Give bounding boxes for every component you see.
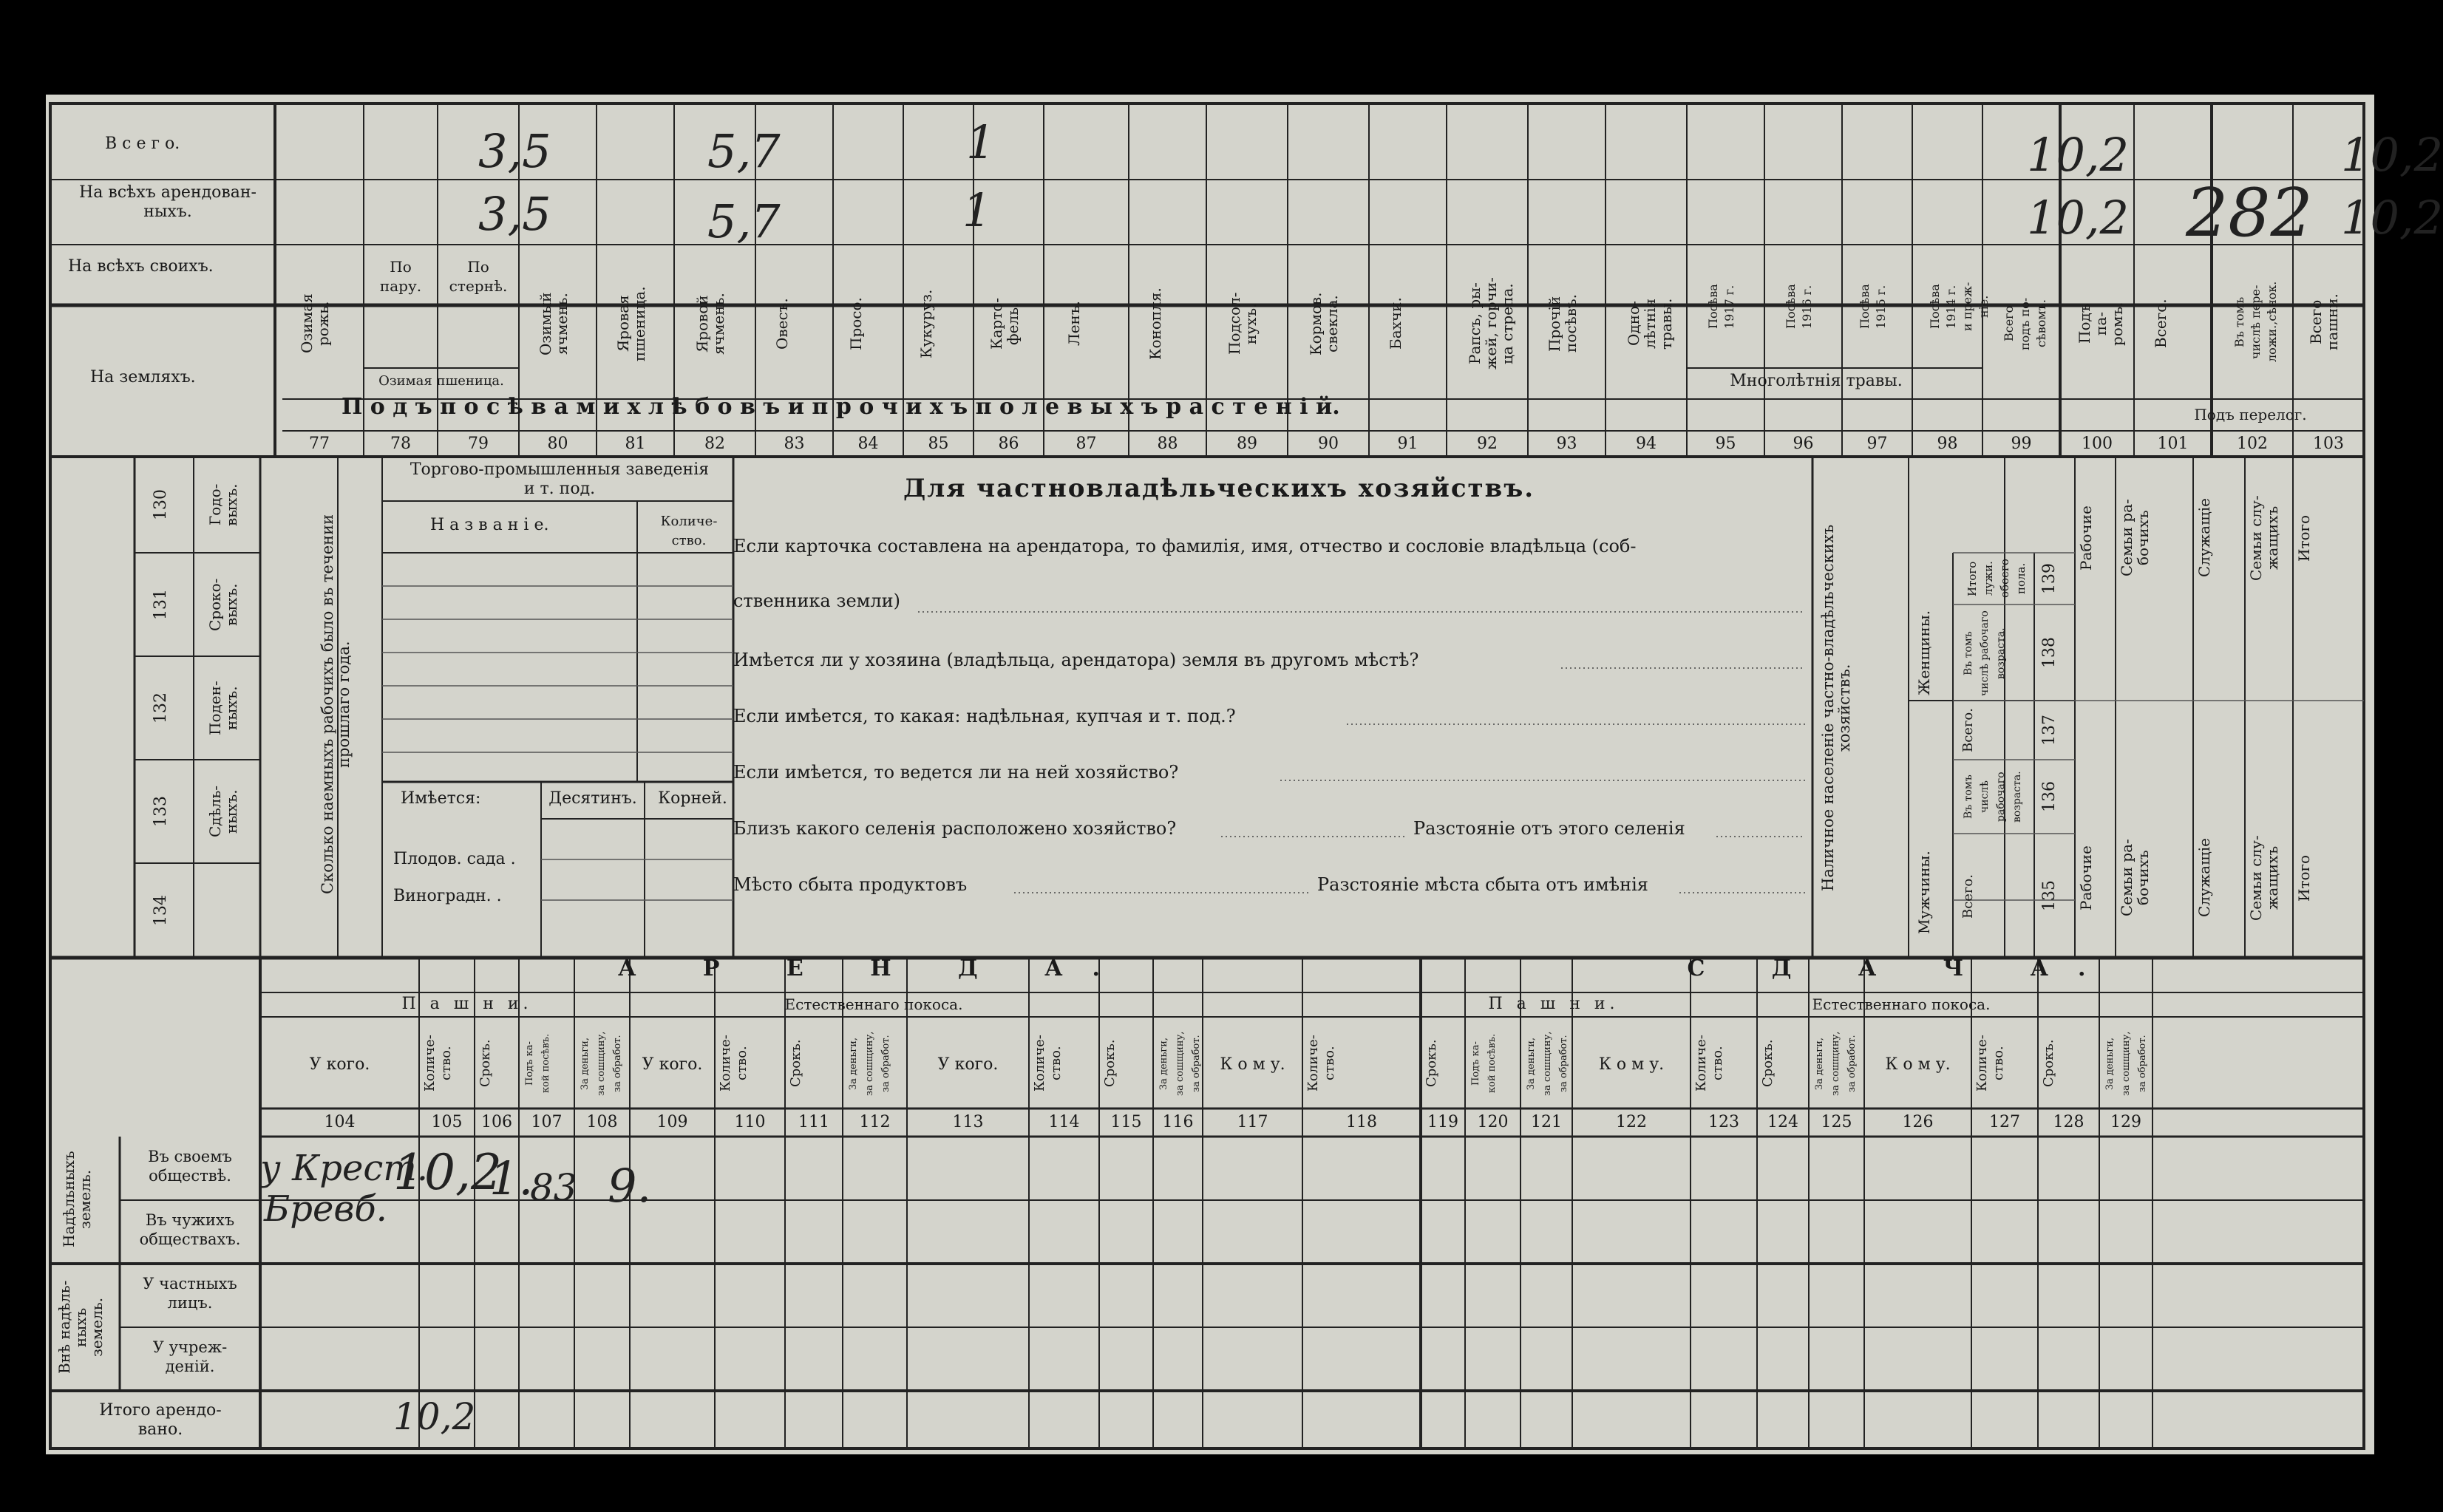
col-num-80: 80 bbox=[547, 435, 568, 453]
bottom-num-122: 122 bbox=[1616, 1113, 1647, 1131]
bottom-header-123: Количе- ство. bbox=[1693, 1035, 1725, 1092]
col-header-100: Подъ па- ромъ. bbox=[2076, 302, 2126, 346]
col-header-99: Всего подъ по- сѣвомъ. bbox=[2001, 297, 2048, 350]
census-card bbox=[46, 95, 2443, 1454]
bottom-header-121: За деньги, за сошщину, за обработ. bbox=[1526, 1031, 1569, 1096]
worker-num-130: 130 bbox=[152, 489, 170, 520]
bottom-header-126: К о м у. bbox=[1885, 1055, 1951, 1074]
vtom-w: Въ томъ числѣ рабочаго возраста. bbox=[1963, 610, 2007, 696]
bottom-num-129: 129 bbox=[2110, 1113, 2141, 1131]
bottom-header-109: У кого. bbox=[642, 1055, 703, 1074]
hw-qty: 10,2 bbox=[393, 1144, 502, 1201]
col-header-86: Карто- фель. bbox=[987, 297, 1022, 350]
bottom-header-112: За деньги, за сошщину, за обработ. bbox=[848, 1031, 891, 1096]
hw-total-103: 10,2 bbox=[2341, 128, 2443, 182]
col-num-90: 90 bbox=[1318, 435, 1339, 453]
pop-col-top-3: Семьи слу- жащихъ bbox=[2247, 495, 2281, 581]
col-num-88: 88 bbox=[1157, 435, 1178, 453]
bottom-num-127: 127 bbox=[1989, 1113, 2020, 1131]
col-header-91: Бахчи. bbox=[1386, 297, 1404, 350]
worker-type-2: Поден- ныхъ. bbox=[206, 681, 240, 735]
pop-num-136: 136 bbox=[2040, 781, 2059, 812]
sdacha-pokos: Естественнаго покоса. bbox=[1812, 995, 1991, 1013]
bottom-num-104: 104 bbox=[324, 1113, 356, 1131]
hw-total-85: 1 bbox=[966, 115, 996, 169]
hw-rent-103: 10,2 bbox=[2341, 191, 2443, 245]
col-num-99: 99 bbox=[2011, 435, 2032, 453]
women-label: Женщины. bbox=[1915, 610, 1933, 695]
bottom-header-116: За деньги, за сошщину, за обработ. bbox=[1158, 1031, 1202, 1096]
bottom-header-127: Количе- ство. bbox=[1974, 1035, 2006, 1092]
col-num-79: 79 bbox=[468, 435, 489, 453]
bottom-num-125: 125 bbox=[1821, 1113, 1852, 1131]
worker-num-133: 133 bbox=[152, 796, 170, 827]
bottom-header-122: К о м у. bbox=[1598, 1055, 1665, 1074]
pop-num-135: 135 bbox=[2040, 880, 2059, 911]
worker-type-1: Сроко- выхъ. bbox=[206, 578, 240, 631]
worker-num-132: 132 bbox=[152, 692, 170, 723]
des-header: Десятинъ. bbox=[548, 789, 637, 808]
bottom-header-125: За деньги, за сошщину, за обработ. bbox=[1814, 1031, 1858, 1096]
qty-header: Количе- ство. bbox=[660, 514, 718, 548]
bottom-header-119: Срокъ. bbox=[1424, 1039, 1439, 1088]
row-label-own: На всѣхъ своихъ. bbox=[68, 257, 214, 276]
col-num-91: 91 bbox=[1397, 435, 1418, 453]
pop-col-top-1: Семьи ра- бочихъ bbox=[2118, 499, 2152, 577]
col-num-98: 98 bbox=[1937, 435, 1958, 453]
bottom-header-111: Срокъ. bbox=[788, 1039, 803, 1088]
land-row-3: У учреж- деній. bbox=[152, 1338, 228, 1375]
pop-num-138: 138 bbox=[2040, 637, 2059, 668]
col-header-93: Прочій посѣвъ. bbox=[1545, 294, 1580, 353]
pop-num-137: 137 bbox=[2040, 715, 2059, 746]
bottom-header-128: Срокъ. bbox=[2041, 1039, 2056, 1088]
col-num-94: 94 bbox=[1636, 435, 1657, 453]
col-num-97: 97 bbox=[1866, 435, 1888, 453]
col-header-103: Всего пашни. bbox=[2307, 293, 2341, 350]
bottom-header-113: У кого. bbox=[937, 1055, 999, 1074]
bottom-header-105: Количе- ство. bbox=[422, 1035, 454, 1092]
hw-total-78: 3,5 bbox=[478, 124, 551, 178]
bottom-num-105: 105 bbox=[431, 1113, 463, 1131]
worker-num-134: 134 bbox=[152, 895, 170, 926]
col-header-94: Одно- лѣтнія травы. bbox=[1625, 298, 1675, 350]
bottom-header-104: У кого. bbox=[309, 1055, 370, 1074]
col-num-81: 81 bbox=[625, 435, 646, 453]
col-num-87: 87 bbox=[1076, 435, 1097, 453]
sad-label: Плодов. сада . bbox=[393, 850, 516, 868]
bottom-num-118: 118 bbox=[1346, 1113, 1377, 1131]
col-header-95: Посѣва 1917 г. bbox=[1705, 284, 1736, 330]
hw-rent-85: 1 bbox=[962, 183, 992, 237]
sdacha-pashni: П а ш н и. bbox=[1488, 995, 1620, 1013]
bottom-header-108: За деньги, за сошщину, за обработ. bbox=[580, 1031, 623, 1096]
bottom-num-110: 110 bbox=[734, 1113, 766, 1131]
bottom-num-128: 128 bbox=[2053, 1113, 2084, 1131]
trade-header: Торгово-промышленныя заведенія и т. под. bbox=[410, 460, 710, 498]
worker-num-131: 131 bbox=[152, 589, 170, 620]
col-header-79: По стернѣ. bbox=[449, 258, 508, 295]
have-label: Имѣется: bbox=[401, 789, 481, 808]
bottom-num-106: 106 bbox=[481, 1113, 512, 1131]
col-num-86: 86 bbox=[998, 435, 1019, 453]
row-label-total: В с е г о. bbox=[105, 134, 180, 153]
col-header-90: Кормов. свекла. bbox=[1307, 292, 1341, 355]
col-num-92: 92 bbox=[1477, 435, 1498, 453]
crops-band: П о д ъ п о с ѣ в а м и х л ѣ б о в ъ и п р о ч и х ъ п о л е в ы х ъ р а с т е н і й. bbox=[342, 394, 1340, 420]
bottom-num-112: 112 bbox=[859, 1113, 891, 1131]
bottom-header-117: К о м у. bbox=[1220, 1055, 1285, 1074]
arenda-pashni: П а ш н и. bbox=[401, 995, 533, 1013]
col-header-80: Озимый ячмень. bbox=[536, 292, 571, 355]
q6b: Разстояніе мѣста сбыта отъ имѣнія bbox=[1317, 874, 1648, 895]
col-header-102: Въ томъ числѣ пере- ложи.,сѣнок. bbox=[2232, 281, 2279, 363]
bottom-num-117: 117 bbox=[1237, 1113, 1268, 1131]
bottom-num-121: 121 bbox=[1531, 1113, 1562, 1131]
hw-posev: 83 bbox=[530, 1166, 577, 1209]
land-row-2: У частныхъ лицъ. bbox=[143, 1275, 237, 1312]
hw-rent-99: 10,2 bbox=[2027, 191, 2130, 245]
q3: Если имѣется, то какая: надѣльная, купчая и т. под.? bbox=[733, 706, 1236, 726]
bottom-num-124: 124 bbox=[1767, 1113, 1798, 1131]
hw-card-number: 282 bbox=[2186, 174, 2313, 252]
col-header-96: Посѣва 1916 г. bbox=[1783, 284, 1814, 330]
col-header-81: Яровая пшеница. bbox=[614, 286, 648, 361]
bottom-num-109: 109 bbox=[656, 1113, 688, 1131]
bottom-num-115: 115 bbox=[1110, 1113, 1142, 1131]
bottom-header-110: Количе- ство. bbox=[718, 1035, 750, 1092]
bottom-num-114: 114 bbox=[1048, 1113, 1080, 1131]
bottom-num-111: 111 bbox=[798, 1113, 829, 1131]
col-num-82: 82 bbox=[704, 435, 725, 453]
col-num-96: 96 bbox=[1793, 435, 1814, 453]
vsego-w: Всего. bbox=[1960, 708, 1976, 752]
bottom-num-116: 116 bbox=[1162, 1113, 1194, 1131]
pop-col-bottom-4: Итого bbox=[2295, 854, 2313, 902]
col-num-102: 102 bbox=[2237, 435, 2268, 453]
col-num-83: 83 bbox=[784, 435, 805, 453]
col-num-93: 93 bbox=[1556, 435, 1577, 453]
row-label-rented: На всѣхъ арендован- ныхъ. bbox=[79, 183, 256, 221]
col-header-98: Посѣва 1914 г. и преж- нiе. bbox=[1927, 282, 1991, 332]
vin-label: Виноградн. . bbox=[393, 887, 502, 905]
sdacha-title: С Д А Ч А. bbox=[1687, 956, 2116, 981]
q2: Имѣется ли у хозяина (владѣльца, арендатора) земля въ другомъ мѣстѣ? bbox=[733, 650, 1419, 670]
col-header-87: Ленъ. bbox=[1064, 301, 1083, 347]
col-num-95: 95 bbox=[1715, 435, 1736, 453]
bottom-num-108: 108 bbox=[586, 1113, 618, 1131]
mnogolet-header: Многолѣтнія травы. bbox=[1730, 372, 1903, 390]
bottom-num-123: 123 bbox=[1708, 1113, 1739, 1131]
bottom-num-113: 113 bbox=[952, 1113, 984, 1131]
bottom-header-107: Подъ ка- кой посѣвъ. bbox=[524, 1033, 551, 1094]
vsego-m: Всего. bbox=[1960, 874, 1976, 919]
worker-type-3: Сдѣль- ныхъ. bbox=[206, 785, 240, 838]
hw-rent-78: 3,5 bbox=[478, 187, 551, 241]
q6: Мѣсто сбыта продуктовъ bbox=[733, 874, 968, 895]
col-header-77: Озимая рожь. bbox=[298, 293, 332, 354]
arenda-pokos: Естественнаго покоса. bbox=[784, 995, 963, 1013]
hw-total-99: 10,2 bbox=[2027, 128, 2130, 182]
bottom-num-126: 126 bbox=[1902, 1113, 1934, 1131]
hired-workers-label: Сколько наемныхъ рабочихъ было въ течении прошлаго года. bbox=[319, 514, 353, 895]
q1-line1: Если карточка составлена на арендатора, то фамилія, имя, отчество и сословіе владѣльца (соб- bbox=[733, 536, 1637, 556]
land-row-1: Въ чужихъ обществахъ. bbox=[139, 1211, 241, 1248]
bottom-header-114: Количе- ство. bbox=[1032, 1035, 1064, 1092]
bottom-header-106: Срокъ. bbox=[478, 1039, 493, 1088]
hw-ukogo-2: Бревб. bbox=[264, 1188, 387, 1230]
row-label-lands: На земляхъ. bbox=[90, 368, 196, 386]
col-header-88: Конопля. bbox=[1146, 287, 1164, 360]
arenda-title: А Р Е Н Д А. bbox=[618, 956, 1129, 981]
col-header-83: Овесъ. bbox=[772, 298, 791, 350]
col-header-92: Рапсъ, ры- жей, горчи- ца стрепа. bbox=[1466, 277, 1516, 370]
q4: Если имѣется, то ведется ли на ней хозяйство? bbox=[733, 762, 1179, 783]
col-header-97: Посѣва 1915 г. bbox=[1857, 284, 1888, 330]
q5: Близъ какого селенія расположено хозяйство? bbox=[733, 818, 1177, 839]
col-num-78: 78 bbox=[390, 435, 411, 453]
hw-zadeng: 9. bbox=[608, 1159, 652, 1213]
bottom-num-120: 120 bbox=[1477, 1113, 1509, 1131]
perelog-header: Подъ перелог. bbox=[2194, 406, 2307, 423]
bottom-header-120: Подъ ка- кой посѣвъ. bbox=[1470, 1033, 1498, 1094]
nadel-label: Надѣльныхъ земель. bbox=[60, 1151, 94, 1248]
middle-title: Для частновладѣльческихъ хозяйствъ. bbox=[903, 474, 1535, 503]
q5b: Разстояніе отъ этого селенія bbox=[1413, 818, 1685, 839]
bottom-num-119: 119 bbox=[1427, 1113, 1458, 1131]
col-header-84: Просо. bbox=[846, 297, 865, 350]
land-row-0: Въ своемъ обществѣ. bbox=[148, 1148, 232, 1185]
bottom-header-124: Срокъ. bbox=[1760, 1039, 1776, 1088]
bottom-header-118: Количе- ство. bbox=[1305, 1035, 1337, 1092]
nal-label: Наличное населеніе частно-владѣльческихъ хозяйствъ. bbox=[1819, 524, 1853, 892]
col-num-77: 77 bbox=[309, 435, 330, 453]
col-header-89: Подсол- нухъ. bbox=[1226, 292, 1260, 355]
hw-total-82: 5,7 bbox=[707, 124, 781, 178]
col-header-101: Всего. bbox=[2151, 299, 2170, 349]
q1-line2: ственника земли) bbox=[733, 590, 900, 611]
col-num-89: 89 bbox=[1237, 435, 1257, 453]
pop-col-bottom-1: Семьи ра- бочихъ bbox=[2118, 839, 2152, 917]
itogo-label: Итого лужи. обоего пола. bbox=[1965, 559, 2028, 599]
col-header-82: Яровой ячмень. bbox=[693, 293, 727, 355]
vtom-m: Въ томъ числѣ рабочаго возраста. bbox=[1963, 771, 2023, 823]
col-num-101: 101 bbox=[2157, 435, 2189, 453]
kor-header: Корней. bbox=[658, 789, 727, 808]
ozimaya-header: Озимая пшеница. bbox=[378, 373, 504, 389]
pop-col-top-0: Рабочие bbox=[2077, 505, 2095, 571]
col-num-100: 100 bbox=[2082, 435, 2113, 453]
pop-col-top-2: Служащіе bbox=[2195, 498, 2213, 578]
name-header: Н а з в а н і е. bbox=[430, 516, 549, 534]
col-num-84: 84 bbox=[857, 435, 879, 453]
pop-num-139: 139 bbox=[2040, 563, 2059, 594]
col-num-103: 103 bbox=[2313, 435, 2344, 453]
hw-srok: 1. bbox=[489, 1151, 534, 1205]
hw-itogo: 10,2 bbox=[393, 1395, 476, 1438]
pop-col-top-4: Итого bbox=[2295, 514, 2313, 562]
bottom-num-107: 107 bbox=[531, 1113, 563, 1131]
pop-col-bottom-3: Семьи слу- жащихъ bbox=[2247, 835, 2281, 921]
pop-col-bottom-2: Служащіе bbox=[2195, 838, 2213, 918]
col-num-85: 85 bbox=[928, 435, 949, 453]
bottom-header-115: Срокъ. bbox=[1102, 1039, 1118, 1088]
worker-type-0: Годо- выхъ. bbox=[206, 483, 240, 526]
men-label: Мужчины. bbox=[1915, 851, 1933, 935]
col-header-78: По пару. bbox=[379, 258, 422, 295]
pop-col-bottom-0: Рабочие bbox=[2077, 845, 2095, 910]
col-header-85: Кукуруз. bbox=[917, 289, 935, 358]
itogo-arend: Итого арендо- вано. bbox=[99, 1401, 222, 1439]
hw-ukogo: у Крест. bbox=[260, 1148, 429, 1189]
vne-label: Внѣ надѣль- ныхъ земель. bbox=[55, 1280, 106, 1375]
bottom-header-129: За деньги, за сошщину, за обработ. bbox=[2104, 1031, 2148, 1096]
hw-rent-82: 5,7 bbox=[707, 194, 781, 248]
